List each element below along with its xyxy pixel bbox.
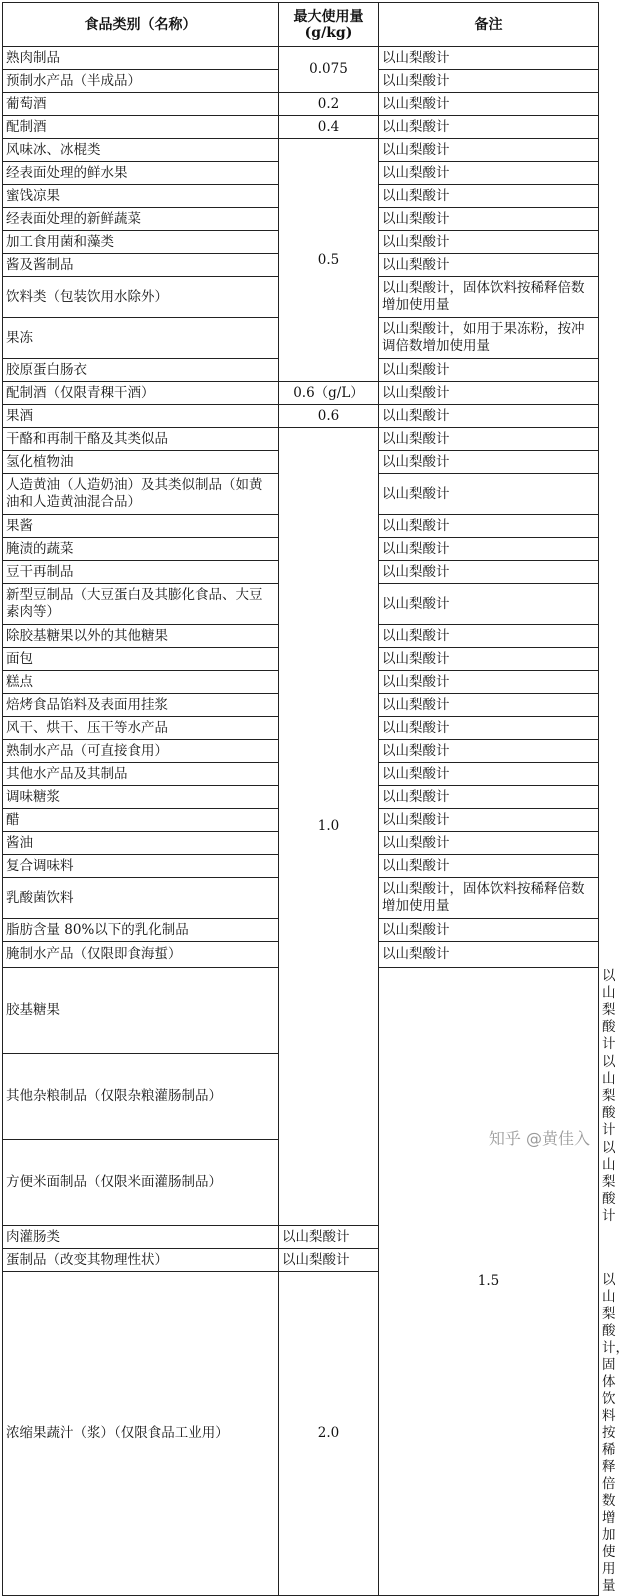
note-cell: 以山梨酸计 [379,254,599,277]
food-category-cell: 除胶基糖果以外的其他糖果 [3,625,279,648]
food-category-cell: 果酒 [3,405,279,428]
food-category-cell: 加工食用菌和藻类 [3,231,279,254]
note-cell: 以山梨酸计，如用于果冻粉，按冲调倍数增加使用量 [379,318,599,359]
note-cell: 以山梨酸计 [379,717,599,740]
table-row [3,93,599,116]
note-cell: 以山梨酸计 [379,116,599,139]
note-cell: 以山梨酸计 [379,671,599,694]
note-cell: 以山梨酸计 [379,231,599,254]
table-body [3,47,629,1596]
food-category-cell: 风干、烘干、压干等水产品 [3,717,279,740]
food-category-cell: 新型豆制品（大豆蛋白及其膨化食品、大豆素肉等） [3,584,279,625]
note-cell: 以山梨酸计 [379,139,599,162]
watermark: 知乎 @黄佳入 [488,1129,590,1148]
max-usage-cell: 2.0 [279,1272,379,1596]
table-row: 其他杂粮制品（仅限杂粮灌肠制品） 以山梨酸计 [3,1054,599,1140]
note-cell: 以山梨酸计 [379,584,599,625]
food-category-cell: 醋 [3,809,279,832]
note-cell: 以山梨酸计 [379,855,599,878]
note-cell: 以山梨酸计 [379,70,599,93]
note-cell: 以山梨酸计 [379,832,599,855]
table-row [3,47,599,70]
additive-table [2,2,629,1596]
header-amount: 最大使用量 (g/kg) [279,3,379,47]
note-cell: 以山梨酸计 [379,648,599,671]
food-category-cell: 配制酒（仅限青稞干酒） [3,382,279,405]
food-category-cell: 蜜饯凉果 [3,185,279,208]
note-cell: 以山梨酸计，固体饮料按稀释倍数增加使用量 [379,878,599,919]
food-category-cell: 蛋制品（改变其物理性状） [3,1249,279,1272]
food-category-cell: 经表面处理的新鲜蔬菜 [3,208,279,231]
food-category-cell: 胶原蛋白肠衣 [3,359,279,382]
food-category-cell: 果酱 [3,515,279,538]
note-cell: 以山梨酸计 [379,809,599,832]
max-usage-cell: 0.6 [279,405,379,428]
note-cell: 以山梨酸计 [379,208,599,231]
max-usage-cell: 0.075 [279,47,379,93]
table-row [3,382,599,405]
food-category-cell: 焙烤食品馅料及表面用挂浆 [3,694,279,717]
max-usage-cell: 1.5 [379,968,599,1596]
note-cell: 以山梨酸计 [379,942,599,968]
max-usage-cell: 0.2 [279,93,379,116]
food-category-cell: 熟制水产品（可直接食用） [3,740,279,763]
header-note: 备注 [379,3,599,47]
note-cell: 以山梨酸计 [379,185,599,208]
note-cell: 以山梨酸计 [379,919,599,942]
food-category-cell: 胶基糖果 [3,968,279,1054]
food-category-cell: 糕点 [3,671,279,694]
note-cell: 以山梨酸计 [379,405,599,428]
food-category-cell: 其他杂粮制品（仅限杂粮灌肠制品） [3,1054,279,1140]
table-row [3,116,599,139]
note-cell: 以山梨酸计 [379,359,599,382]
food-category-cell: 熟肉制品 [3,47,279,70]
table-row [3,405,599,428]
note-cell: 以山梨酸计 [379,451,599,474]
note-cell: 以山梨酸计 [379,162,599,185]
note-cell: 以山梨酸计 [379,561,599,584]
food-category-cell: 浓缩果蔬汁（浆）（仅限食品工业用） [3,1272,279,1596]
food-category-cell: 肉灌肠类 [3,1226,279,1249]
food-category-cell: 调味糖浆 [3,786,279,809]
food-category-cell: 腌渍的蔬菜 [3,538,279,561]
food-category-cell: 方便米面制品（仅限米面灌肠制品） [3,1140,279,1226]
note-cell: 以山梨酸计 [379,625,599,648]
max-usage-cell: 0.6（g/L） [279,382,379,405]
max-usage-cell: 0.5 [279,139,379,382]
note-cell: 以山梨酸计 [379,694,599,717]
note-cell: 以山梨酸计 [379,93,599,116]
food-category-cell: 面包 [3,648,279,671]
food-category-cell: 腌制水产品（仅限即食海蜇） [3,942,279,968]
header-category: 食品类别（名称） [3,3,279,47]
note-cell: 以山梨酸计 [279,1226,379,1249]
food-category-cell: 豆干再制品 [3,561,279,584]
table-row: 方便米面制品（仅限米面灌肠制品） 以山梨酸计 [3,1140,599,1226]
food-category-cell: 预制水产品（半成品） [3,70,279,93]
note-cell: 以山梨酸计 [379,515,599,538]
table-row [3,139,599,162]
food-category-cell: 风味冰、冰棍类 [3,139,279,162]
note-cell: 以山梨酸计 [379,763,599,786]
food-category-cell: 饮料类（包装饮用水除外） [3,277,279,318]
food-category-cell: 果冻 [3,318,279,359]
note-cell: 以山梨酸计，固体饮料按稀释倍数增加使用量 [379,277,599,318]
food-category-cell: 氢化植物油 [3,451,279,474]
food-category-cell: 经表面处理的鲜水果 [3,162,279,185]
food-category-cell: 人造黄油（人造奶油）及其类似制品（如黄油和人造黄油混合品） [3,474,279,515]
table-row [3,428,599,451]
note-cell: 以山梨酸计 [379,428,599,451]
food-category-cell: 脂肪含量 80%以下的乳化制品 [3,919,279,942]
note-cell: 以山梨酸计 [379,474,599,515]
food-category-cell: 复合调味料 [3,855,279,878]
max-usage-cell: 1.0 [279,428,379,1226]
food-category-cell: 配制酒 [3,116,279,139]
header-row [3,3,599,47]
food-category-cell: 干酪和再制干酪及其类似品 [3,428,279,451]
table-row: 浓缩果蔬汁（浆）（仅限食品工业用） 2.0 以山梨酸计，固体饮料按稀释倍数增加使用量 [3,1272,599,1596]
note-cell: 以山梨酸计 [379,740,599,763]
table-row: 胶基糖果 1.5 以山梨酸计 [3,968,599,1054]
food-category-cell: 酱油 [3,832,279,855]
food-category-cell: 葡萄酒 [3,93,279,116]
note-cell: 以山梨酸计 [379,538,599,561]
food-category-cell: 酱及酱制品 [3,254,279,277]
note-cell: 以山梨酸计 [379,382,599,405]
food-category-cell: 其他水产品及其制品 [3,763,279,786]
note-cell: 以山梨酸计 [279,1249,379,1272]
food-category-cell: 乳酸菌饮料 [3,878,279,919]
note-cell: 以山梨酸计 [379,786,599,809]
note-cell: 以山梨酸计 [379,47,599,70]
max-usage-cell: 0.4 [279,116,379,139]
